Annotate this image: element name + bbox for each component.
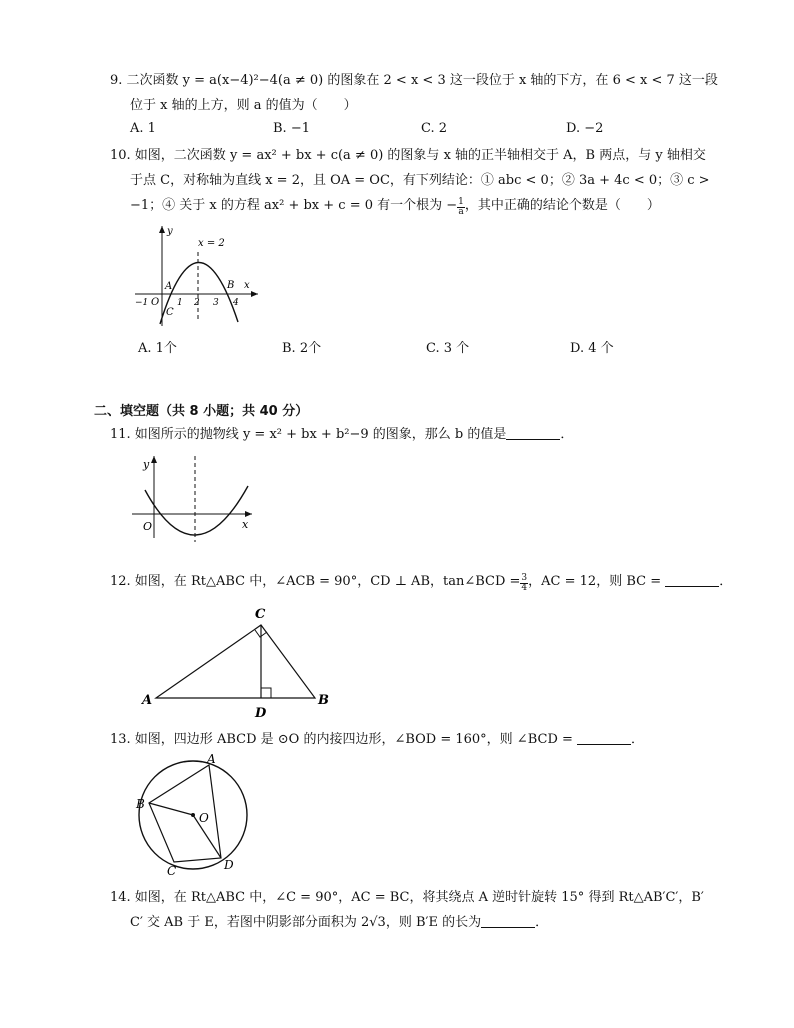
q12-frac-num: 3 bbox=[521, 573, 528, 583]
q12-frac-den: 4 bbox=[521, 583, 528, 593]
q12-answer-blank[interactable] bbox=[665, 573, 719, 587]
q12-label-a: A bbox=[142, 693, 153, 708]
q12-label-b: B bbox=[318, 693, 329, 708]
q14-line2 bbox=[130, 914, 548, 932]
q12-label-c: C bbox=[255, 607, 266, 622]
q10-tick-1: 1 bbox=[177, 298, 183, 308]
q12-text bbox=[110, 573, 732, 593]
q13-tail: ． bbox=[631, 732, 645, 747]
q11-stem: 11. 如图所示的抛物线 y = x² + bx + b²−9 的图象，那么 b 的值是 bbox=[110, 427, 507, 442]
q11-origin: O bbox=[143, 520, 153, 533]
q13-label-a: A bbox=[207, 752, 216, 766]
q11-x-label: x bbox=[242, 518, 249, 531]
q13-stem: 13. 如图，四边形 ABCD 是 ⊙O 的内接四边形，∠BOD = 160°，则 ∠BCD = bbox=[110, 732, 573, 747]
q10-tick-4: 4 bbox=[233, 298, 239, 308]
q10-parabola-figure bbox=[130, 222, 270, 332]
q13-label-d: D bbox=[224, 858, 234, 872]
q10-y-label: y bbox=[167, 226, 173, 237]
q13-label-c: C bbox=[167, 864, 177, 878]
q10-origin: O bbox=[151, 297, 160, 308]
q13-label-o: O bbox=[199, 811, 209, 825]
q10-point-a: A bbox=[165, 281, 173, 292]
q10-tick-neg1: −1 bbox=[135, 298, 149, 308]
q10-tick-3: 3 bbox=[213, 298, 219, 308]
q11-answer-blank[interactable] bbox=[506, 426, 560, 440]
q13-circle-figure bbox=[132, 752, 252, 876]
q10-option-a: A. 1个 bbox=[138, 341, 177, 356]
section-title-fill-blank: 二、填空题（共 8 小题；共 40 分） bbox=[94, 404, 309, 419]
q10-line3-post: ，其中正确的结论个数是（ ） bbox=[464, 198, 660, 213]
q11-tail: ． bbox=[560, 427, 574, 442]
q10-x-label: x bbox=[244, 280, 250, 291]
q13-label-b: B bbox=[136, 797, 145, 811]
q14-tail: ． bbox=[535, 915, 549, 930]
q9-option-c: C. 2 bbox=[421, 121, 448, 136]
q10-line2: 于点 C，对称轴为直线 x = 2，且 OA = OC，有下列结论：① abc < 0；② 3a + 4c < 0；③ c > bbox=[130, 173, 710, 188]
q12-fraction bbox=[520, 574, 528, 593]
q14-line1: 14. 如图，在 Rt△ABC 中，∠C = 90°，AC = BC，将其绕点 A 逆时针旋转 15° 得到 Rt△AB′C′，B′ bbox=[110, 890, 704, 905]
q10-frac-num: 1 bbox=[458, 197, 464, 207]
q10-option-c: C. 3 个 bbox=[426, 341, 470, 356]
q9-option-b: B. −1 bbox=[273, 121, 310, 136]
q12-triangle-figure bbox=[138, 600, 338, 720]
q10-frac-den: a bbox=[458, 207, 464, 217]
q9-line2: 位于 x 轴的上方，则 a 的值为（ ） bbox=[130, 98, 357, 113]
q14-answer-blank[interactable] bbox=[481, 914, 535, 928]
q10-line3-pre: −1；④ 关于 x 的方程 ax² + bx + c = 0 有一个根为 − bbox=[130, 198, 458, 213]
q10-line1: 10. 如图，二次函数 y = ax² + bx + c(a ≠ 0) 的图象与 x 轴的正半轴相交于 A，B 两点，与 y 轴相交 bbox=[110, 148, 706, 163]
q12-stem-post: ，AC = 12，则 BC = bbox=[528, 574, 662, 589]
q11-text bbox=[110, 426, 573, 444]
q10-axis-line-label: x = 2 bbox=[198, 238, 225, 249]
q10-point-b: B bbox=[227, 280, 235, 291]
q10-option-d: D. 4 个 bbox=[570, 341, 614, 356]
q12-stem: 12. 如图，在 Rt△ABC 中，∠ACB = 90°，CD ⊥ AB，tan∠BCD = bbox=[110, 574, 521, 589]
q10-fraction bbox=[457, 198, 465, 217]
q9-option-d: D. −2 bbox=[566, 121, 604, 136]
q13-answer-blank[interactable] bbox=[577, 731, 631, 745]
q10-line3 bbox=[130, 197, 660, 217]
q9-option-a: A. 1 bbox=[130, 121, 156, 136]
q10-option-b: B. 2个 bbox=[282, 341, 322, 356]
q14-stem: C′ 交 AB 于 E，若图中阴影部分面积为 2√3，则 B′E 的长为 bbox=[130, 915, 482, 930]
q10-tick-2: 2 bbox=[194, 298, 200, 308]
q13-text bbox=[110, 731, 644, 749]
q12-label-d: D bbox=[255, 706, 267, 721]
q11-y-label: y bbox=[143, 458, 150, 471]
q10-point-c: C bbox=[166, 307, 174, 318]
q11-parabola-figure bbox=[130, 452, 260, 542]
q12-tail: ． bbox=[719, 574, 733, 589]
q9-line1: 9. 二次函数 y = a(x−4)²−4(a ≠ 0) 的图象在 2 < x < 3 这一段位于 x 轴的下方，在 6 < x < 7 这一段 bbox=[110, 73, 718, 88]
